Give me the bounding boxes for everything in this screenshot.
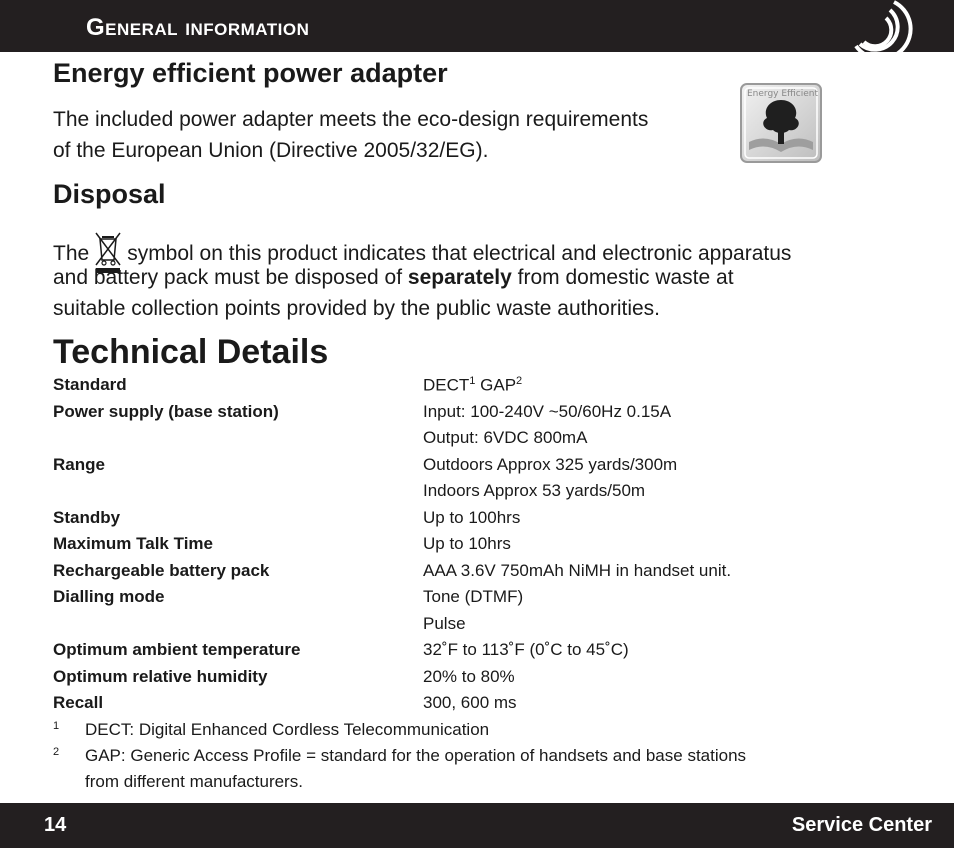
spec-value: Tone (DTMF) [423, 587, 524, 607]
spec-label: Standby [53, 507, 121, 527]
spec-value: 32˚F to 113˚F (0˚C to 45˚C) [423, 640, 629, 660]
disposal-line2-after: from domestic waste at [511, 266, 734, 289]
spec-row [53, 664, 913, 691]
footnote-number [53, 765, 85, 791]
footnote-ref-2: 2 [516, 374, 523, 387]
spec-value: Pulse [423, 613, 466, 633]
spec-value: 20% to 80% [423, 666, 515, 686]
technical-specs-table [53, 372, 913, 717]
spec-label: Recall [53, 693, 104, 713]
spec-row [53, 690, 913, 717]
spec-value-dect: DECT [423, 375, 470, 395]
spec-row [53, 452, 913, 479]
spec-label: Standard [53, 375, 127, 395]
spec-value: AAA 3.6V 750mAh NiMH in handset unit. [423, 560, 732, 580]
spec-value: Input: 100-240V ~50/60Hz 0.15A [423, 401, 672, 421]
spec-value: Indoors Approx 53 yards/50m [423, 481, 646, 501]
spec-row [53, 425, 913, 452]
technical-heading: Technical Details [53, 333, 329, 371]
footnote-number: 1 [53, 720, 60, 732]
disposal-text-line2 [53, 262, 734, 293]
spec-value: 300, 600 ms [423, 693, 517, 713]
spec-row [53, 637, 913, 664]
energy-efficient-badge [739, 82, 823, 164]
disposal-line2-before: and battery pack must be disposed of [53, 266, 408, 289]
spec-row [53, 531, 913, 558]
spec-row [53, 399, 913, 426]
footer-label: Service Center [791, 814, 932, 836]
footnote-text: GAP: Generic Access Profile = standard for the operation of handsets and base stations [85, 746, 747, 765]
spec-row [53, 611, 913, 638]
spec-label: Rechargeable battery pack [53, 560, 270, 580]
spec-label: Power supply (base station) [53, 401, 279, 421]
disposal-heading: Disposal [53, 179, 166, 209]
header-bar [0, 0, 954, 52]
spec-label: Optimum ambient temperature [53, 640, 301, 660]
spec-value: Output: 6VDC 800mA [423, 428, 588, 448]
energy-text-line2: of the European Union (Directive 2005/32/EG). [53, 139, 489, 162]
disposal-line2-bold: separately [407, 266, 512, 289]
footnote [53, 769, 913, 795]
spec-value: Outdoors Approx 325 yards/300m [423, 454, 678, 474]
spec-label: Range [53, 454, 105, 474]
badge-label: Energy Efficient [747, 89, 818, 99]
footnote [53, 717, 913, 743]
spec-label: Maximum Talk Time [53, 534, 213, 554]
footnote-ref-1: 1 [469, 374, 476, 387]
spec-row [53, 478, 913, 505]
spec-value [423, 375, 913, 396]
footnotes [53, 717, 913, 795]
spec-value-gap: GAP [475, 375, 517, 395]
disposal-text-line3: suitable collection points provided by the public waste authorities. [53, 297, 661, 320]
energy-heading: Energy efficient power adapter [53, 58, 448, 88]
brand-logo-icon [846, 0, 924, 52]
footer-bar [0, 803, 954, 848]
energy-text-line1: The included power adapter meets the eco-design requirements [53, 108, 649, 131]
spec-value: Up to 100hrs [423, 507, 521, 527]
footnote-text: DECT: Digital Enhanced Cordless Telecommunication [85, 720, 490, 739]
spec-label: Dialling mode [53, 587, 165, 607]
spec-value: Up to 10hrs [423, 534, 511, 554]
disposal-text-before-icon: The [53, 242, 90, 265]
spec-row [53, 372, 913, 399]
spec-row [53, 558, 913, 585]
section-title: General information [86, 14, 310, 41]
footnote-text: from different manufacturers. [85, 772, 303, 791]
footnote [53, 743, 913, 769]
disposal-text-after-icon: symbol on this product indicates that electrical and electronic apparatus [127, 242, 792, 265]
spec-label: Optimum relative humidity [53, 666, 268, 686]
footnote-number: 2 [53, 746, 60, 758]
spec-row [53, 505, 913, 532]
page-number: 14 [44, 814, 67, 836]
spec-row [53, 584, 913, 611]
